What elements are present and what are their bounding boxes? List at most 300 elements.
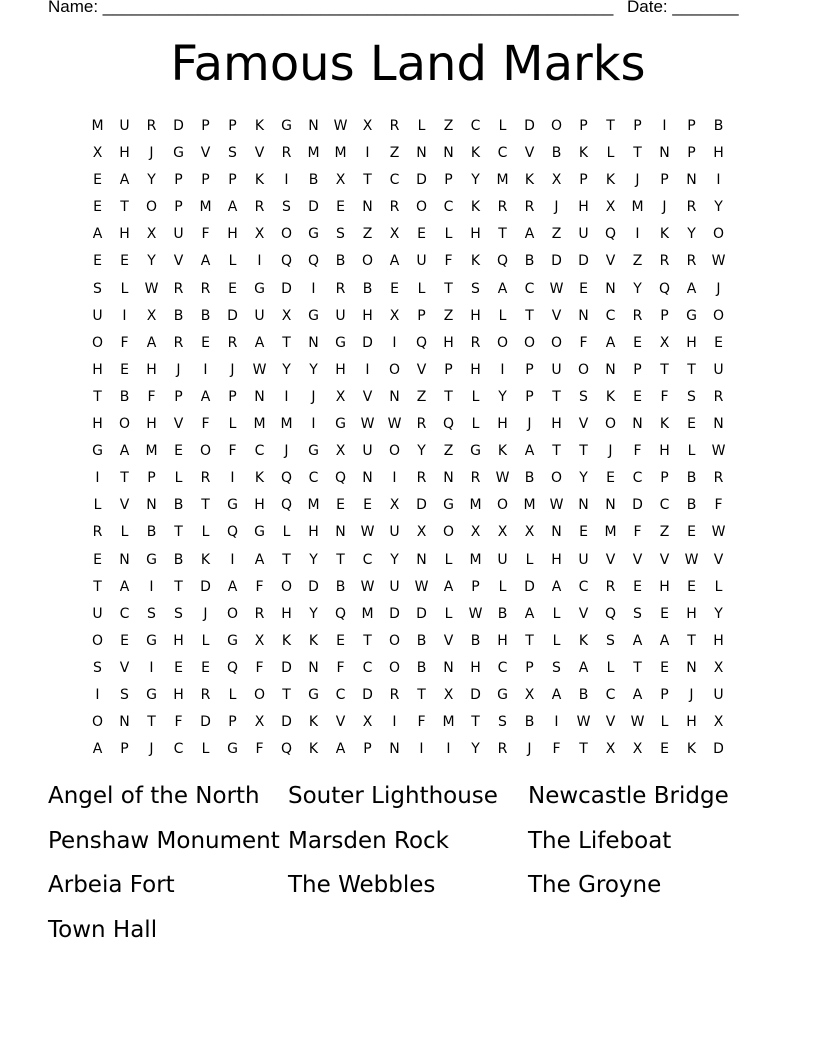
grid-letter: P — [444, 361, 453, 378]
grid-letter: M — [523, 497, 536, 514]
grid-letter: J — [149, 741, 154, 758]
grid-letter: E — [120, 632, 129, 649]
grid-letter: R — [686, 199, 697, 216]
grid-letter: Q — [226, 524, 239, 541]
grid-letter: F — [120, 334, 129, 351]
grid-letter: R — [200, 280, 211, 297]
grid-letter: Z — [551, 226, 562, 243]
grid-letter: A — [146, 334, 157, 351]
grid-letter: L — [552, 632, 561, 649]
grid-letter: O — [199, 443, 212, 460]
grid-letter: U — [92, 605, 103, 622]
grid-letter: Z — [659, 524, 670, 541]
grid-letter: B — [686, 497, 697, 514]
grid-letter: F — [255, 659, 264, 676]
grid-letter: I — [365, 145, 370, 162]
grid-letter: N — [551, 524, 562, 541]
grid-letter: V — [713, 551, 724, 568]
grid-letter: C — [497, 145, 508, 162]
grid-letter: F — [417, 714, 426, 731]
grid-letter: F — [228, 443, 237, 460]
grid-letter: G — [146, 551, 157, 568]
grid-letter: R — [389, 118, 400, 134]
grid-letter: X — [146, 226, 157, 243]
grid-letter: K — [659, 226, 670, 243]
grid-letter: O — [91, 632, 104, 649]
grid-letter: H — [281, 605, 292, 622]
grid-letter: V — [173, 253, 184, 270]
grid-letter: B — [686, 470, 697, 487]
grid-letter: I — [230, 551, 235, 568]
grid-letter: X — [632, 741, 643, 758]
grid-letter: L — [228, 253, 237, 270]
grid-letter: X — [335, 443, 346, 460]
grid-letter: E — [120, 253, 129, 270]
grid-letter: S — [282, 199, 291, 216]
grid-letter: V — [443, 632, 454, 649]
grid-letter: B — [713, 118, 724, 134]
grid-letter: G — [497, 686, 508, 703]
grid-letter: U — [578, 551, 589, 568]
grid-letter: D — [578, 253, 589, 270]
grid-letter: Y — [471, 741, 480, 758]
grid-letter: H — [659, 443, 670, 460]
grid-letter: U — [713, 361, 724, 378]
grid-letter: R — [713, 388, 724, 405]
grid-letter: O — [712, 226, 725, 243]
grid-letter: X — [605, 199, 616, 216]
grid-letter: C — [578, 578, 589, 595]
grid-letter: Z — [389, 145, 400, 162]
grid-letter: G — [308, 443, 319, 460]
grid-letter: S — [552, 659, 561, 676]
grid-letter: B — [173, 497, 184, 514]
grid-letter: O — [253, 686, 266, 703]
grid-letter: H — [335, 361, 346, 378]
grid-letter: R — [686, 253, 697, 270]
grid-letter: Z — [416, 388, 427, 405]
grid-letter: H — [686, 605, 697, 622]
grid-letter: T — [579, 443, 588, 460]
grid-letter: U — [335, 307, 346, 324]
grid-letter: F — [147, 388, 156, 405]
grid-letter: D — [713, 741, 724, 758]
grid-letter: O — [91, 714, 104, 731]
grid-letter: G — [443, 497, 454, 514]
grid-letter: X — [362, 714, 373, 731]
grid-letter: R — [659, 253, 670, 270]
grid-letter: V — [551, 307, 562, 324]
grid-letter: T — [444, 388, 453, 405]
grid-letter: E — [660, 659, 669, 676]
grid-letter: U — [254, 307, 265, 324]
grid-letter: O — [388, 443, 401, 460]
grid-letter: Q — [415, 334, 428, 351]
grid-letter: R — [470, 334, 481, 351]
grid-letter: B — [173, 307, 184, 324]
grid-letter: C — [362, 659, 373, 676]
grid-letter: S — [579, 388, 588, 405]
word-list-item: Arbeia Fort — [48, 872, 175, 898]
grid-letter: R — [173, 334, 184, 351]
grid-letter: R — [389, 686, 400, 703]
grid-letter: V — [659, 551, 670, 568]
grid-letter: V — [416, 361, 427, 378]
grid-letter: R — [335, 280, 346, 297]
grid-letter: T — [444, 280, 453, 297]
grid-letter: P — [525, 361, 534, 378]
grid-letter: F — [660, 388, 669, 405]
grid-letter: M — [469, 551, 482, 568]
grid-letter: V — [119, 497, 130, 514]
grid-letter: B — [308, 172, 319, 189]
grid-letter: C — [173, 741, 184, 758]
grid-letter: R — [173, 280, 184, 297]
grid-letter: W — [549, 497, 564, 514]
grid-letter: H — [92, 361, 103, 378]
grid-letter: P — [147, 470, 156, 487]
grid-letter: V — [632, 551, 643, 568]
date-field-label: Date: _______ — [627, 0, 739, 16]
grid-letter: O — [280, 578, 293, 595]
grid-letter: R — [254, 605, 265, 622]
grid-letter: X — [551, 172, 562, 189]
grid-letter: K — [470, 145, 481, 162]
grid-letter: G — [335, 334, 346, 351]
grid-letter: W — [630, 714, 645, 731]
grid-letter: G — [308, 307, 319, 324]
grid-letter: D — [281, 714, 292, 731]
grid-letter: A — [227, 578, 238, 595]
grid-letter: E — [687, 578, 696, 595]
grid-letter: N — [362, 199, 373, 216]
grid-letter: T — [201, 497, 210, 514]
grid-letter: R — [470, 470, 481, 487]
grid-letter: X — [389, 307, 400, 324]
grid-letter: B — [335, 578, 346, 595]
grid-letter: W — [711, 524, 726, 541]
grid-letter: D — [308, 578, 319, 595]
grid-letter: A — [632, 686, 643, 703]
grid-letter: E — [174, 443, 183, 460]
grid-letter: L — [444, 605, 453, 622]
grid-letter: H — [470, 361, 481, 378]
grid-letter: R — [200, 470, 211, 487]
grid-letter: I — [392, 714, 397, 731]
grid-letter: A — [119, 443, 130, 460]
grid-letter: D — [308, 199, 319, 216]
grid-letter: T — [606, 118, 615, 134]
grid-letter: V — [578, 416, 589, 433]
grid-letter: D — [200, 578, 211, 595]
grid-letter: T — [282, 686, 291, 703]
grid-letter: N — [335, 524, 346, 541]
grid-letter: O — [388, 361, 401, 378]
grid-letter: H — [146, 416, 157, 433]
grid-letter: X — [605, 741, 616, 758]
grid-letter: B — [524, 714, 535, 731]
grid-letter: N — [443, 659, 454, 676]
grid-letter: S — [174, 605, 183, 622]
grid-letter: E — [660, 741, 669, 758]
grid-letter: Y — [309, 605, 318, 622]
grid-letter: I — [203, 361, 208, 378]
grid-letter: H — [119, 226, 130, 243]
grid-letter: O — [604, 416, 617, 433]
grid-letter: F — [444, 253, 453, 270]
grid-letter: A — [524, 226, 535, 243]
grid-letter: F — [255, 741, 264, 758]
grid-letter: F — [552, 741, 561, 758]
grid-letter: X — [362, 118, 373, 134]
grid-letter: L — [174, 470, 183, 487]
grid-letter: U — [362, 443, 373, 460]
grid-letter: O — [118, 416, 131, 433]
grid-letter: I — [95, 470, 100, 487]
grid-letter: S — [93, 280, 102, 297]
grid-letter: A — [551, 578, 562, 595]
grid-letter: E — [201, 334, 210, 351]
grid-letter: M — [334, 145, 347, 162]
grid-letter: P — [525, 659, 534, 676]
grid-letter: E — [417, 226, 426, 243]
grid-letter: F — [714, 497, 723, 514]
grid-letter: T — [93, 578, 102, 595]
grid-letter: K — [659, 416, 670, 433]
grid-letter: G — [281, 118, 292, 134]
grid-letter: K — [497, 443, 508, 460]
grid-letter: K — [308, 741, 319, 758]
grid-letter: R — [200, 686, 211, 703]
grid-letter: I — [446, 741, 451, 758]
grid-letter: W — [549, 280, 564, 297]
grid-letter: N — [362, 470, 373, 487]
grid-letter: A — [632, 632, 643, 649]
grid-letter: G — [173, 145, 184, 162]
grid-letter: J — [149, 145, 154, 162]
grid-letter: W — [252, 361, 267, 378]
grid-letter: H — [119, 145, 130, 162]
grid-letter: H — [551, 551, 562, 568]
grid-letter: E — [363, 497, 372, 514]
grid-letter: D — [389, 605, 400, 622]
grid-letter: X — [146, 307, 157, 324]
grid-letter: Y — [471, 172, 480, 189]
grid-letter: D — [524, 578, 535, 595]
grid-letter: J — [554, 199, 559, 216]
grid-letter: N — [605, 280, 616, 297]
grid-letter: N — [119, 714, 130, 731]
grid-letter: K — [254, 172, 265, 189]
grid-letter: X — [524, 686, 535, 703]
grid-letter: D — [416, 605, 427, 622]
grid-letter: B — [416, 632, 427, 649]
header — [48, 0, 748, 19]
grid-letter: D — [416, 172, 427, 189]
grid-letter: X — [713, 659, 724, 676]
grid-letter: H — [443, 334, 454, 351]
grid-letter: O — [388, 659, 401, 676]
grid-letter: F — [201, 416, 210, 433]
grid-letter: L — [525, 551, 534, 568]
grid-letter: L — [498, 307, 507, 324]
word-list-item: Newcastle Bridge — [528, 783, 729, 809]
grid-letter: T — [174, 578, 183, 595]
grid-letter: P — [363, 741, 372, 758]
grid-letter: H — [470, 226, 481, 243]
grid-letter: C — [335, 686, 346, 703]
grid-letter: T — [687, 632, 696, 649]
letter-grid — [84, 113, 744, 763]
grid-letter: X — [92, 145, 103, 162]
grid-letter: O — [550, 118, 563, 134]
grid-letter: L — [417, 280, 426, 297]
grid-letter: T — [363, 632, 372, 649]
grid-letter: C — [389, 172, 400, 189]
grid-letter: W — [360, 578, 375, 595]
grid-letter: P — [228, 388, 237, 405]
grid-letter: O — [91, 334, 104, 351]
grid-letter: B — [416, 659, 427, 676]
grid-letter: E — [687, 416, 696, 433]
grid-letter: T — [417, 686, 426, 703]
grid-letter: T — [282, 334, 291, 351]
grid-letter: U — [497, 551, 508, 568]
grid-letter: E — [579, 280, 588, 297]
grid-letter: V — [200, 145, 211, 162]
grid-letter: Q — [280, 497, 293, 514]
grid-letter: Q — [442, 416, 455, 433]
grid-letter: S — [228, 145, 237, 162]
grid-letter: R — [416, 416, 427, 433]
grid-letter: R — [713, 470, 724, 487]
grid-letter: J — [311, 388, 316, 405]
grid-letter: T — [579, 741, 588, 758]
grid-letter: I — [149, 578, 154, 595]
grid-letter: X — [281, 307, 292, 324]
grid-letter: H — [362, 307, 373, 324]
grid-letter: W — [360, 524, 375, 541]
grid-letter: C — [605, 686, 616, 703]
grid-letter: L — [687, 443, 696, 460]
grid-letter: Q — [658, 280, 671, 297]
grid-letter: L — [498, 578, 507, 595]
grid-letter: B — [497, 605, 508, 622]
grid-letter: E — [336, 199, 345, 216]
grid-letter: F — [201, 226, 210, 243]
grid-letter: F — [633, 524, 642, 541]
grid-letter: T — [525, 307, 534, 324]
grid-letter: I — [392, 334, 397, 351]
grid-letter: M — [631, 199, 644, 216]
grid-letter: P — [471, 578, 480, 595]
grid-letter: O — [388, 632, 401, 649]
grid-letter: E — [120, 361, 129, 378]
grid-letter: A — [92, 226, 103, 243]
grid-letter: L — [120, 524, 129, 541]
grid-letter: A — [524, 605, 535, 622]
grid-letter: V — [605, 253, 616, 270]
grid-letter: U — [416, 253, 427, 270]
grid-letter: B — [200, 307, 211, 324]
grid-letter: N — [389, 741, 400, 758]
grid-letter: P — [201, 172, 210, 189]
grid-letter: X — [254, 632, 265, 649]
grid-letter: L — [498, 118, 507, 134]
grid-letter: I — [716, 172, 721, 189]
grid-letter: E — [687, 524, 696, 541]
grid-letter: N — [119, 551, 130, 568]
grid-letter: X — [335, 388, 346, 405]
grid-letter: E — [174, 659, 183, 676]
grid-letter: E — [633, 578, 642, 595]
grid-letter: I — [635, 226, 640, 243]
grid-letter: L — [201, 741, 210, 758]
grid-letter: O — [712, 307, 725, 324]
grid-letter: S — [687, 388, 696, 405]
grid-letter: W — [360, 416, 375, 433]
grid-letter: W — [684, 551, 699, 568]
grid-letter: H — [470, 659, 481, 676]
grid-letter: F — [633, 443, 642, 460]
grid-letter: S — [633, 605, 642, 622]
grid-letter: L — [201, 632, 210, 649]
grid-letter: T — [363, 172, 372, 189]
grid-letter: B — [362, 280, 373, 297]
grid-letter: N — [686, 659, 697, 676]
grid-letter: H — [173, 632, 184, 649]
grid-letter: I — [500, 361, 505, 378]
grid-letter: H — [659, 578, 670, 595]
grid-letter: P — [660, 172, 669, 189]
grid-letter: N — [659, 145, 670, 162]
grid-letter: H — [497, 416, 508, 433]
grid-letter: I — [365, 361, 370, 378]
grid-letter: P — [687, 118, 696, 134]
grid-letter: I — [311, 280, 316, 297]
grid-letter: S — [147, 605, 156, 622]
grid-letter: W — [333, 118, 348, 134]
grid-letter: V — [335, 714, 346, 731]
grid-letter: P — [228, 714, 237, 731]
grid-letter: G — [146, 632, 157, 649]
grid-letter: N — [254, 388, 265, 405]
grid-letter: T — [633, 659, 642, 676]
grid-letter: O — [550, 334, 563, 351]
grid-letter: L — [282, 524, 291, 541]
grid-letter: O — [523, 334, 536, 351]
word-list-item: Town Hall — [48, 916, 158, 943]
grid-letter: T — [687, 361, 696, 378]
grid-letter: M — [91, 118, 104, 134]
grid-letter: U — [119, 118, 130, 134]
grid-letter: L — [120, 280, 129, 297]
grid-letter: O — [496, 497, 509, 514]
grid-letter: H — [686, 714, 697, 731]
grid-letter: T — [93, 388, 102, 405]
grid-letter: V — [173, 416, 184, 433]
grid-letter: Y — [579, 470, 588, 487]
grid-letter: P — [579, 172, 588, 189]
grid-letter: G — [335, 416, 346, 433]
grid-letter: H — [308, 524, 319, 541]
grid-letter: N — [146, 497, 157, 514]
grid-letter: E — [93, 253, 102, 270]
grid-letter: A — [686, 280, 697, 297]
grid-letter: N — [713, 416, 724, 433]
grid-letter: N — [605, 361, 616, 378]
grid-letter: O — [280, 226, 293, 243]
